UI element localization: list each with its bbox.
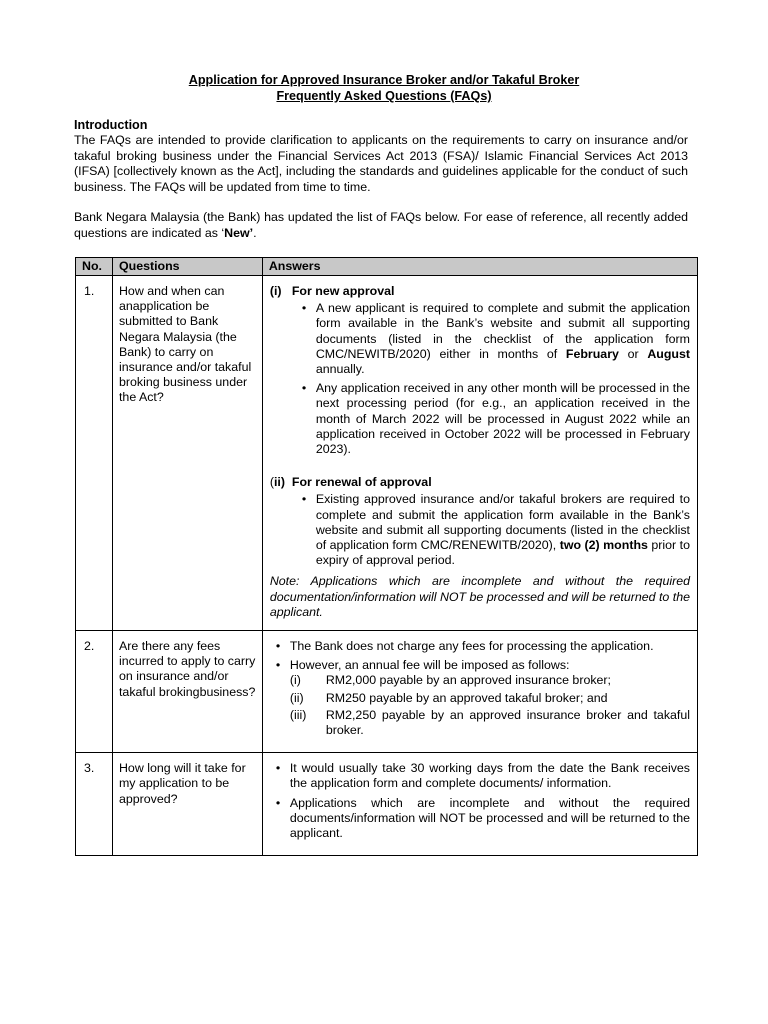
- fee-index: (ii): [289, 690, 304, 705]
- table-row: [76, 753, 698, 856]
- update-text-after: .: [253, 225, 257, 240]
- answer-cell: [262, 276, 697, 631]
- section-heading-new-approval: [270, 284, 690, 299]
- table-row: [76, 631, 698, 753]
- document-title: [0, 72, 768, 104]
- fee-index: (i): [289, 673, 301, 688]
- fee-item: [290, 708, 690, 738]
- question-text: How long will it take for my application to be approved?: [112, 753, 262, 856]
- bullet-bold: February: [565, 346, 619, 361]
- title-line-1: Application for Approved Insurance Broker and/or Takaful Broker: [188, 73, 580, 87]
- renewal-list: [270, 492, 690, 568]
- header-answers: Answers: [262, 258, 697, 276]
- title-line-2: Frequently Asked Questions (FAQs): [276, 89, 492, 103]
- list-item: [316, 492, 690, 568]
- section-title: For renewal of approval: [291, 475, 432, 490]
- section-heading-renewal: [270, 475, 690, 490]
- list-item: • Applications which are incomplete and without the required documents/information will NOT be processed and will be returned to the applicant.: [290, 796, 690, 842]
- question-text: Are there any fees incurred to apply to carry on insurance and/or takaful brokingbusiness?: [112, 631, 262, 753]
- header-no: No.: [76, 258, 113, 276]
- note-text: Note: Applications which are incomplete and without the required documentation/information will NOT be processed and will be returned to the applicant.: [269, 574, 690, 619]
- section-index: ii): [273, 475, 285, 490]
- row-number: 1.: [76, 276, 113, 631]
- table-header-row: [76, 258, 698, 276]
- bullet-text: Existing approved insurance and/or takaful brokers are required to complete and submit the application form available in the Bank’s website and submit all supporting documents (listed in the checklist of application form CMC/RENEWITB/2020),: [315, 492, 690, 553]
- bullet-bold: two (2) months: [559, 538, 648, 553]
- list-item: • The Bank does not charge any fees for processing the application.: [290, 639, 690, 654]
- timing-list: [270, 761, 690, 841]
- bullet-text: annually.: [315, 362, 365, 377]
- answer-cell: [262, 753, 697, 856]
- bullet-text: prior to expiry of approval period.: [315, 538, 690, 568]
- new-approval-list: [270, 301, 690, 457]
- section-index: (i): [269, 284, 282, 298]
- fee-item: [290, 673, 690, 688]
- header-questions: Questions: [112, 258, 262, 276]
- fee-sublist: [290, 673, 690, 738]
- list-item: • Any application received in any other month will be processed in the next processing period (for e.g., an application received in the month of March 2022 will be processed in August 2022 while an application received in October 2022 will be processed in February 2023).: [316, 381, 690, 457]
- fee-text: RM250 payable by an approved takaful broker; and: [325, 690, 608, 705]
- intro-paragraph: The FAQs are intended to provide clarification to applicants on the requirements to carry on insurance and/or takaful broking business under the Financial Services Act 2013 (FSA)/ Islamic Financial Services Act 2013 (IFSA) [collectively known as the Act], including the standards and guidelines applicable for the conduct of such business. The FAQs will be updated from time to time.: [74, 133, 688, 194]
- faq-table: [75, 257, 698, 856]
- answer-cell: [262, 631, 697, 753]
- update-text-new: New’: [224, 225, 254, 240]
- bullet-text: However, an annual fee will be imposed as follows:: [289, 658, 570, 673]
- list-item: [290, 658, 690, 738]
- row-number: 3.: [76, 753, 113, 856]
- fee-index: (iii): [289, 707, 307, 722]
- fees-list: [270, 639, 690, 738]
- update-text-before: Bank Negara Malaysia (the Bank) has updated the list of FAQs below. For ease of reference, all recently added questions are indicated as ‘: [74, 210, 688, 240]
- list-item: [316, 301, 690, 377]
- table-row: [76, 276, 698, 631]
- fee-item: [290, 691, 690, 706]
- bullet-text: A new applicant is required to complete and submit the application form available in the Bank’s website and submit all supporting documents (listed in the checklist of the application form CMC/NEWITB/2020) either in months of: [315, 301, 690, 361]
- fee-text: RM2,250 payable by an approved insurance broker and takaful broker.: [325, 707, 690, 738]
- intro-heading: Introduction: [74, 118, 148, 132]
- fee-text: RM2,000 payable by an approved insurance broker;: [325, 673, 611, 688]
- update-notice: [74, 210, 688, 241]
- bullet-bold: August: [647, 346, 691, 361]
- section-title: For new approval: [291, 284, 395, 298]
- row-number: 2.: [76, 631, 113, 753]
- section-paren: (: [269, 475, 274, 490]
- list-item: • It would usually take 30 working days from the date the Bank receives the application form and complete documents/ information.: [290, 761, 690, 791]
- question-text: How and when can anapplication be submitted to Bank Negara Malaysia (the Bank) to carry on insurance and/or takaful broking business under the Act?: [112, 276, 262, 631]
- bullet-text: or: [618, 346, 648, 361]
